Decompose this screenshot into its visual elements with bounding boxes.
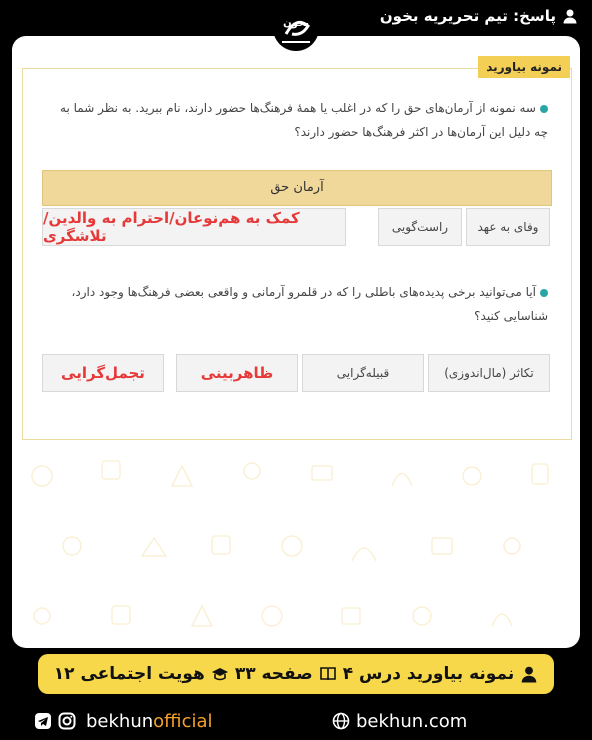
instagram-icon[interactable]: [58, 712, 76, 730]
handle-part-1: bekhun: [86, 710, 154, 732]
background-pattern: [12, 446, 580, 646]
handle-part-2: official: [153, 710, 213, 732]
table-2-answer-cell: تجمل‌گرایی: [42, 354, 164, 392]
answer-text: پاسخ: تیم تحریریه بخون: [379, 7, 556, 25]
answer-label: [380, 7, 578, 25]
telegram-icon[interactable]: [34, 712, 52, 730]
logo-text: بخون: [283, 18, 309, 29]
footer-banner: [38, 654, 554, 694]
bullet-icon: [540, 105, 548, 113]
section-tab: نمونه بیاورید: [478, 56, 570, 78]
graduation-cap-icon: [211, 665, 229, 683]
banner-book: هویت اجتماعی ۱۲: [53, 664, 205, 684]
website-link[interactable]: [332, 708, 467, 734]
table-1-cell: وفای به عهد: [466, 208, 550, 246]
table-1-cell: راست‌گویی: [378, 208, 462, 246]
person-icon: [520, 665, 538, 683]
table-2-answer-cell: ظاهربینی: [176, 354, 298, 392]
question-1-text: سه نمونه از آرمان‌های حق را که در اغلب یا همهٔ فرهنگ‌ها حضور دارند، نام ببرید. به نظر شما به چه دلیل این آرمان‌ها در اکثر فرهنگ‌ها حضور دارند؟: [60, 101, 548, 139]
table-1-answer-cell: کمک به هم‌نوعان/احترام به والدین/تلاشگری: [42, 208, 346, 246]
book-icon: [319, 665, 337, 683]
globe-icon: [332, 712, 350, 730]
bullet-icon: [540, 289, 548, 297]
bekhun-logo: [268, 4, 324, 54]
banner-page: صفحه ۳۳: [234, 664, 313, 684]
question-2-text: آیا می‌توانید برخی پدیده‌های باطلی را که در قلمرو آرمانی و واقعی بعضی فرهنگ‌ها وجود دارد، شناسایی کنید؟: [71, 285, 548, 323]
person-icon: [562, 8, 578, 24]
table-1-header: آرمان حق: [42, 170, 552, 206]
question-2: [48, 280, 548, 328]
banner-lesson: نمونه بیاورید درس ۴: [342, 664, 515, 684]
table-2-cell: تکاثر (مال‌اندوزی): [428, 354, 550, 392]
website-text: bekhun.com: [356, 710, 468, 732]
question-1: [48, 96, 548, 144]
content-card: [12, 36, 580, 648]
social-instagram-telegram[interactable]: [86, 708, 213, 734]
social-handle: [86, 711, 213, 732]
table-2-cell: قبیله‌گرایی: [302, 354, 424, 392]
